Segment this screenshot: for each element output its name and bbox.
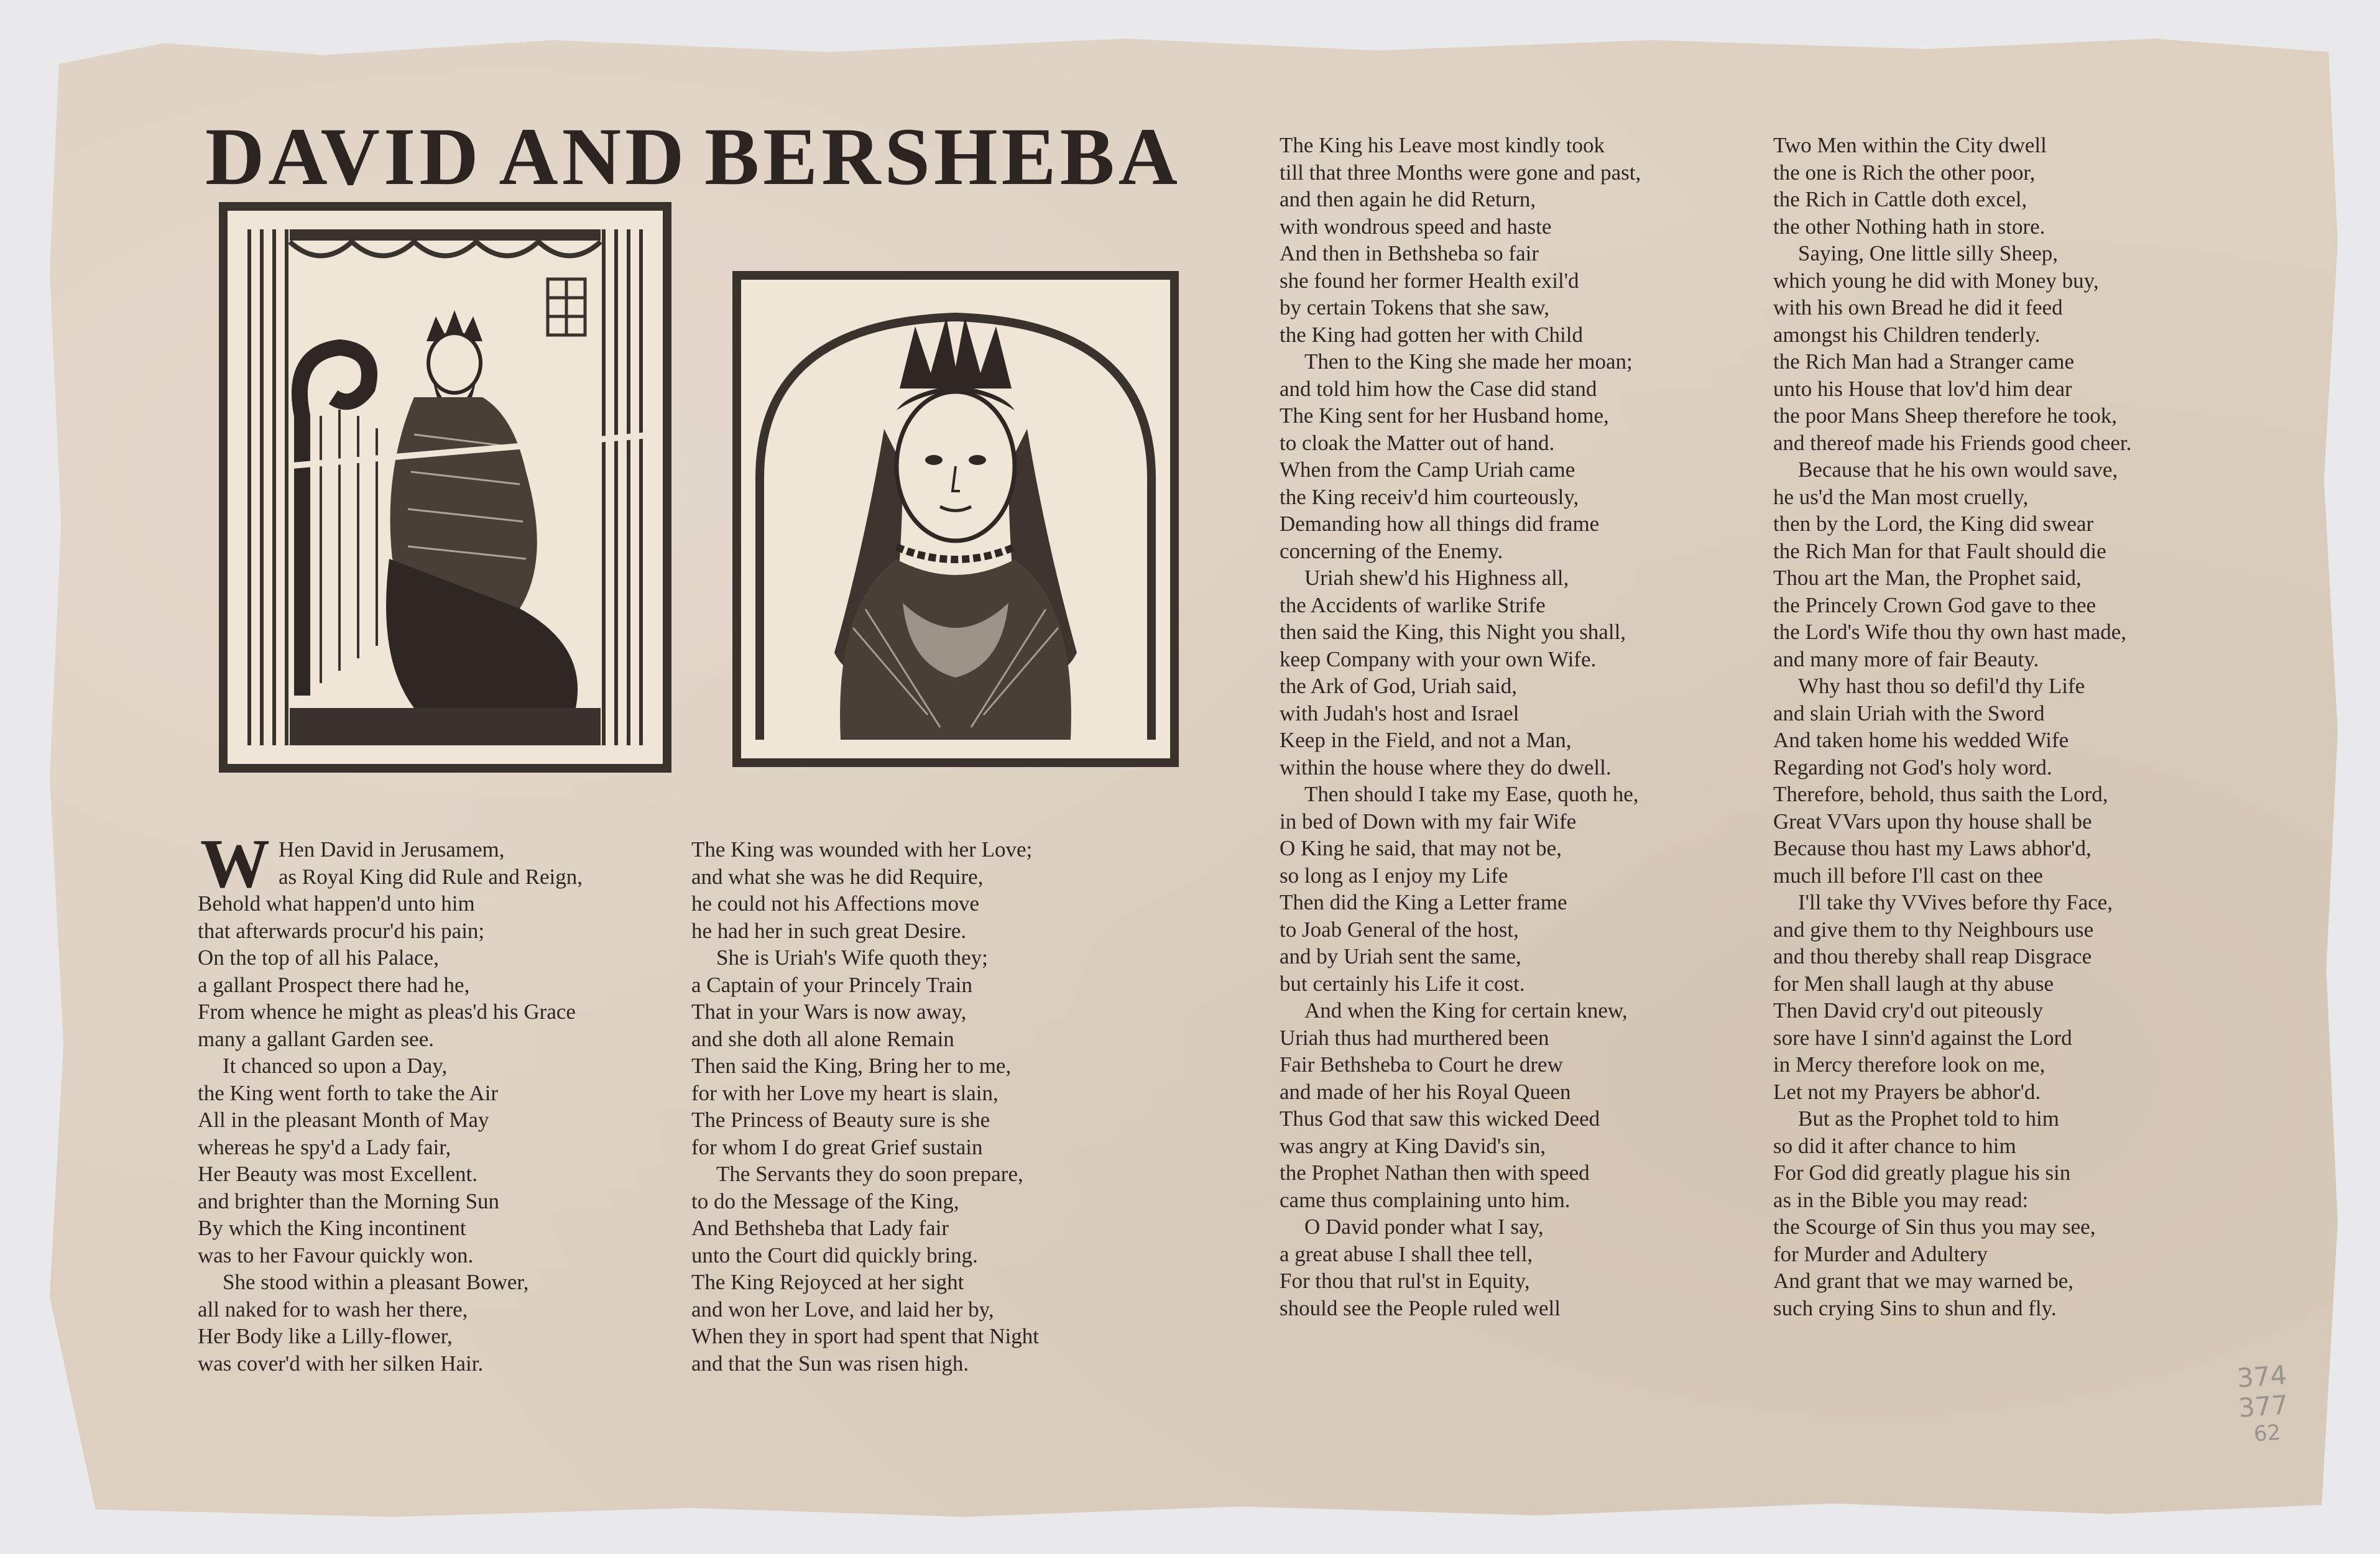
verse-line: and that the Sun was risen high. [691, 1351, 969, 1376]
verse-line: And when the King for certain knew, [1304, 998, 1628, 1023]
verse-line: She is Uriah's Wife quoth they; [716, 945, 988, 970]
verse-line: with wondrous speed and haste [1280, 214, 1552, 239]
verse-line: he could not his Affections move [691, 891, 980, 916]
woodcut-bersheba-crowned [732, 271, 1179, 767]
verse-line: The King sent for her Husband home, [1280, 403, 1609, 428]
verse-line: by certain Tokens that she saw, [1280, 295, 1549, 320]
verse-line: The King his Leave most kindly took [1280, 133, 1605, 157]
verse-line: Saying, One little silly Sheep, [1798, 241, 2059, 265]
verse-line: as Royal King did Rule and Reign, [279, 864, 583, 889]
verse-line: such crying Sins to shun and fly. [1773, 1295, 2057, 1320]
verse-line: to do the Message of the King, [691, 1188, 959, 1213]
verse-line: the Rich Man for that Fault should die [1773, 538, 2106, 563]
handwritten-note: 377 [2237, 1389, 2289, 1423]
verse-line: Uriah thus had murthered been [1280, 1025, 1549, 1050]
verse-line: with Judah's host and Israel [1280, 701, 1520, 725]
verse-line: Her Beauty was most Excellent. [198, 1162, 478, 1186]
verse-line: And grant that we may warned be, [1773, 1269, 2074, 1293]
verse-line: came thus complaining unto him. [1280, 1187, 1571, 1212]
title-word-david: DAVID [205, 111, 482, 202]
verse-line: all naked for to wash her there, [198, 1297, 468, 1322]
verse-line: and then again he did Return, [1280, 187, 1536, 211]
verse-line: and many more of fair Beauty. [1773, 646, 2039, 671]
verse-line: to Joab General of the host, [1280, 917, 1519, 942]
verse-line: unto the Court did quickly bring. [691, 1243, 978, 1267]
drop-capital: W [200, 825, 270, 903]
woodcut-david-harp [219, 202, 671, 773]
verse-line: for Men shall laugh at thy abuse [1773, 971, 2054, 996]
verse-line: Regarding not God's holy word. [1773, 755, 2052, 779]
verse-line: sore have I sinn'd against the Lord [1773, 1025, 2072, 1050]
verse-line: And taken home his wedded Wife [1773, 728, 2069, 752]
verse-line: a Captain of your Princely Train [691, 972, 973, 997]
verse-line: Thus God that saw this wicked Deed [1280, 1106, 1600, 1131]
verse-line: within the house where they do dwell. [1280, 755, 1612, 779]
verse-line: so did it after chance to him [1773, 1133, 2016, 1158]
verse-line: Let not my Prayers be abhor'd. [1773, 1079, 2041, 1104]
verse-line: the one is Rich the other poor, [1773, 160, 2036, 185]
verse-line: many a gallant Garden see. [198, 1026, 434, 1051]
verse-line: It chanced so upon a Day, [223, 1054, 448, 1078]
verse-line: was cover'd with her silken Hair. [198, 1351, 484, 1376]
verse-line: as in the Bible you may read: [1773, 1187, 2029, 1212]
verse-line: Hen David in Jerusamem, [279, 837, 505, 862]
verse-column-2 [691, 836, 1039, 1377]
verse-column-3 [1280, 132, 1641, 1322]
verse-line: to cloak the Matter out of hand. [1280, 430, 1555, 455]
verse-line: was angry at King David's sin, [1280, 1133, 1546, 1158]
verse-line: For God did greatly plague his sin [1773, 1161, 2071, 1185]
verse-line: Then should I take my Ease, quoth he, [1304, 782, 1639, 806]
verse-line: And Bethsheba that Lady fair [691, 1216, 949, 1240]
verse-line: She stood within a pleasant Bower, [223, 1270, 529, 1294]
verse-line: O David ponder what I say, [1304, 1215, 1544, 1239]
verse-line: the Princely Crown God gave to thee [1773, 592, 2096, 617]
verse-line: Her Body like a Lilly-flower, [198, 1324, 453, 1348]
title-word-bersheba: BERSHEBA [704, 111, 1181, 202]
title-word-and: AND [499, 111, 688, 202]
verse-line: and by Uriah sent the same, [1280, 944, 1521, 968]
verse-line: The King Rejoyced at her sight [691, 1270, 964, 1294]
verse-line: Because that he his own would save, [1798, 457, 2118, 482]
verse-line: From whence he might as pleas'd his Grace [198, 1000, 576, 1024]
verse-line: the Rich in Cattle doth excel, [1773, 187, 2027, 211]
verse-line: was to her Favour quickly won. [198, 1243, 474, 1267]
verse-line: and thou thereby shall reap Disgrace [1773, 944, 2092, 968]
verse-line: a great abuse I shall thee tell, [1280, 1241, 1533, 1266]
verse-line: concerning of the Enemy. [1280, 538, 1503, 563]
verse-line: and she doth all alone Remain [691, 1026, 954, 1051]
verse-line: the Prophet Nathan then with speed [1280, 1161, 1590, 1185]
verse-line: but certainly his Life it cost. [1280, 971, 1525, 996]
verse-line: and brighter than the Morning Sun [198, 1188, 500, 1213]
verse-line: and won her Love, and laid her by, [691, 1297, 994, 1322]
verse-line: the Accidents of warlike Strife [1280, 592, 1546, 617]
verse-line: Then did the King a Letter frame [1280, 890, 1567, 914]
verse-line: On the top of all his Palace, [198, 945, 439, 970]
verse-line: Why hast thou so defil'd thy Life [1798, 674, 2085, 698]
verse-line: the Rich Man had a Stranger came [1773, 349, 2074, 374]
verse-line: that afterwards procur'd his pain; [198, 918, 485, 943]
verse-line: he us'd the Man most cruelly, [1773, 484, 2029, 509]
verse-line: then said the King, this Night you shall, [1280, 620, 1626, 644]
handwritten-note: 62 [2253, 1420, 2282, 1447]
verse-line: Therefore, behold, thus saith the Lord, [1773, 782, 2108, 806]
verse-line: unto his House that lov'd him dear [1773, 376, 2072, 401]
verse-line: Great VVars upon thy house shall be [1773, 809, 2092, 834]
verse-line: For thou that rul'st in Equity, [1280, 1269, 1530, 1293]
verse-line: That in your Wars is now away, [691, 1000, 967, 1024]
verse-line: O King he said, that may not be, [1280, 836, 1562, 860]
verse-line: Then David cry'd out piteously [1773, 998, 2043, 1023]
broadside-title [205, 109, 1181, 204]
verse-line: and made of her his Royal Queen [1280, 1079, 1571, 1104]
verse-line: Behold what happen'd unto him [198, 891, 475, 916]
verse-line: Uriah shew'd his Highness all, [1304, 566, 1569, 590]
verse-line: The Servants they do soon prepare, [716, 1162, 1023, 1186]
verse-line: By which the King incontinent [198, 1216, 466, 1240]
verse-line: which young he did with Money buy, [1773, 268, 2099, 293]
verse-line: and slain Uriah with the Sword [1773, 701, 2045, 725]
verse-column-1 [198, 836, 583, 1377]
verse-line: But as the Prophet told to him [1798, 1106, 2059, 1131]
verse-line: a gallant Prospect there had he, [198, 972, 470, 997]
verse-line: and thereof made his Friends good cheer. [1773, 430, 2132, 455]
verse-line: and told him how the Case did stand [1280, 376, 1597, 401]
verse-line: The King was wounded with her Love; [691, 837, 1033, 862]
verse-line: I'll take thy VVives before thy Face, [1798, 890, 2113, 914]
verse-line: for with her Love my heart is slain, [691, 1080, 999, 1105]
verse-line: the Scourge of Sin thus you may see, [1773, 1215, 2096, 1239]
verse-line: Fair Bethsheba to Court he drew [1280, 1052, 1563, 1077]
crowned-lady-icon [741, 280, 1170, 758]
verse-line: When from the Camp Uriah came [1280, 457, 1575, 482]
verse-line: the other Nothing hath in store. [1773, 214, 2046, 239]
verse-line: amongst his Children tenderly. [1773, 322, 2041, 347]
verse-line: so long as I enjoy my Life [1280, 863, 1508, 888]
verse-line: in bed of Down with my fair Wife [1280, 809, 1577, 834]
verse-line: Two Men within the City dwell [1773, 133, 2047, 157]
verse-line: the Lord's Wife thou thy own hast made, [1773, 620, 2127, 644]
verse-line: till that three Months were gone and past, [1280, 160, 1641, 185]
verse-line: in Mercy therefore look on me, [1773, 1052, 2046, 1077]
verse-line: Keep in the Field, and not a Man, [1280, 728, 1572, 752]
verse-line: Because thou hast my Laws abhor'd, [1773, 836, 2092, 860]
harp-icon [228, 211, 663, 764]
verse-line: with his own Bread he did it feed [1773, 295, 2063, 320]
verse-line: she found her former Health exil'd [1280, 268, 1579, 293]
verse-column-4 [1773, 132, 2131, 1322]
verse-line: When they in sport had spent that Night [691, 1324, 1039, 1348]
verse-line: the King had gotten her with Child [1280, 322, 1583, 347]
verse-line: and what she was he did Require, [691, 864, 984, 889]
verse-line: And then in Bethsheba so fair [1280, 241, 1539, 265]
verse-line: keep Company with your own Wife. [1280, 646, 1597, 671]
verse-line: The Princess of Beauty sure is she [691, 1108, 990, 1132]
verse-line: he had her in such great Desire. [691, 918, 967, 943]
verse-line: Thou art the Man, the Prophet said, [1773, 566, 2082, 590]
handwritten-note: 374 [2236, 1359, 2288, 1394]
verse-line: for whom I do great Grief sustain [691, 1134, 983, 1159]
verse-line: the Ark of God, Uriah said, [1280, 674, 1518, 698]
verse-line: All in the pleasant Month of May [198, 1108, 489, 1132]
verse-line: whereas he spy'd a Lady fair, [198, 1134, 451, 1159]
verse-line: and give them to thy Neighbours use [1773, 917, 2094, 942]
verse-line: the King went forth to take the Air [198, 1080, 499, 1105]
verse-line: should see the People ruled well [1280, 1295, 1561, 1320]
verse-line: Demanding how all things did frame [1280, 512, 1600, 536]
verse-line: the poor Mans Sheep therefore he took, [1773, 403, 2118, 428]
verse-line: much ill before I'll cast on thee [1773, 863, 2043, 888]
verse-line: the King receiv'd him courteously, [1280, 484, 1579, 509]
verse-line: for Murder and Adultery [1773, 1241, 1988, 1266]
verse-line: Then said the King, Bring her to me, [691, 1054, 1012, 1078]
verse-line: Then to the King she made her moan; [1304, 349, 1633, 374]
verse-line: then by the Lord, the King did swear [1773, 512, 2094, 536]
